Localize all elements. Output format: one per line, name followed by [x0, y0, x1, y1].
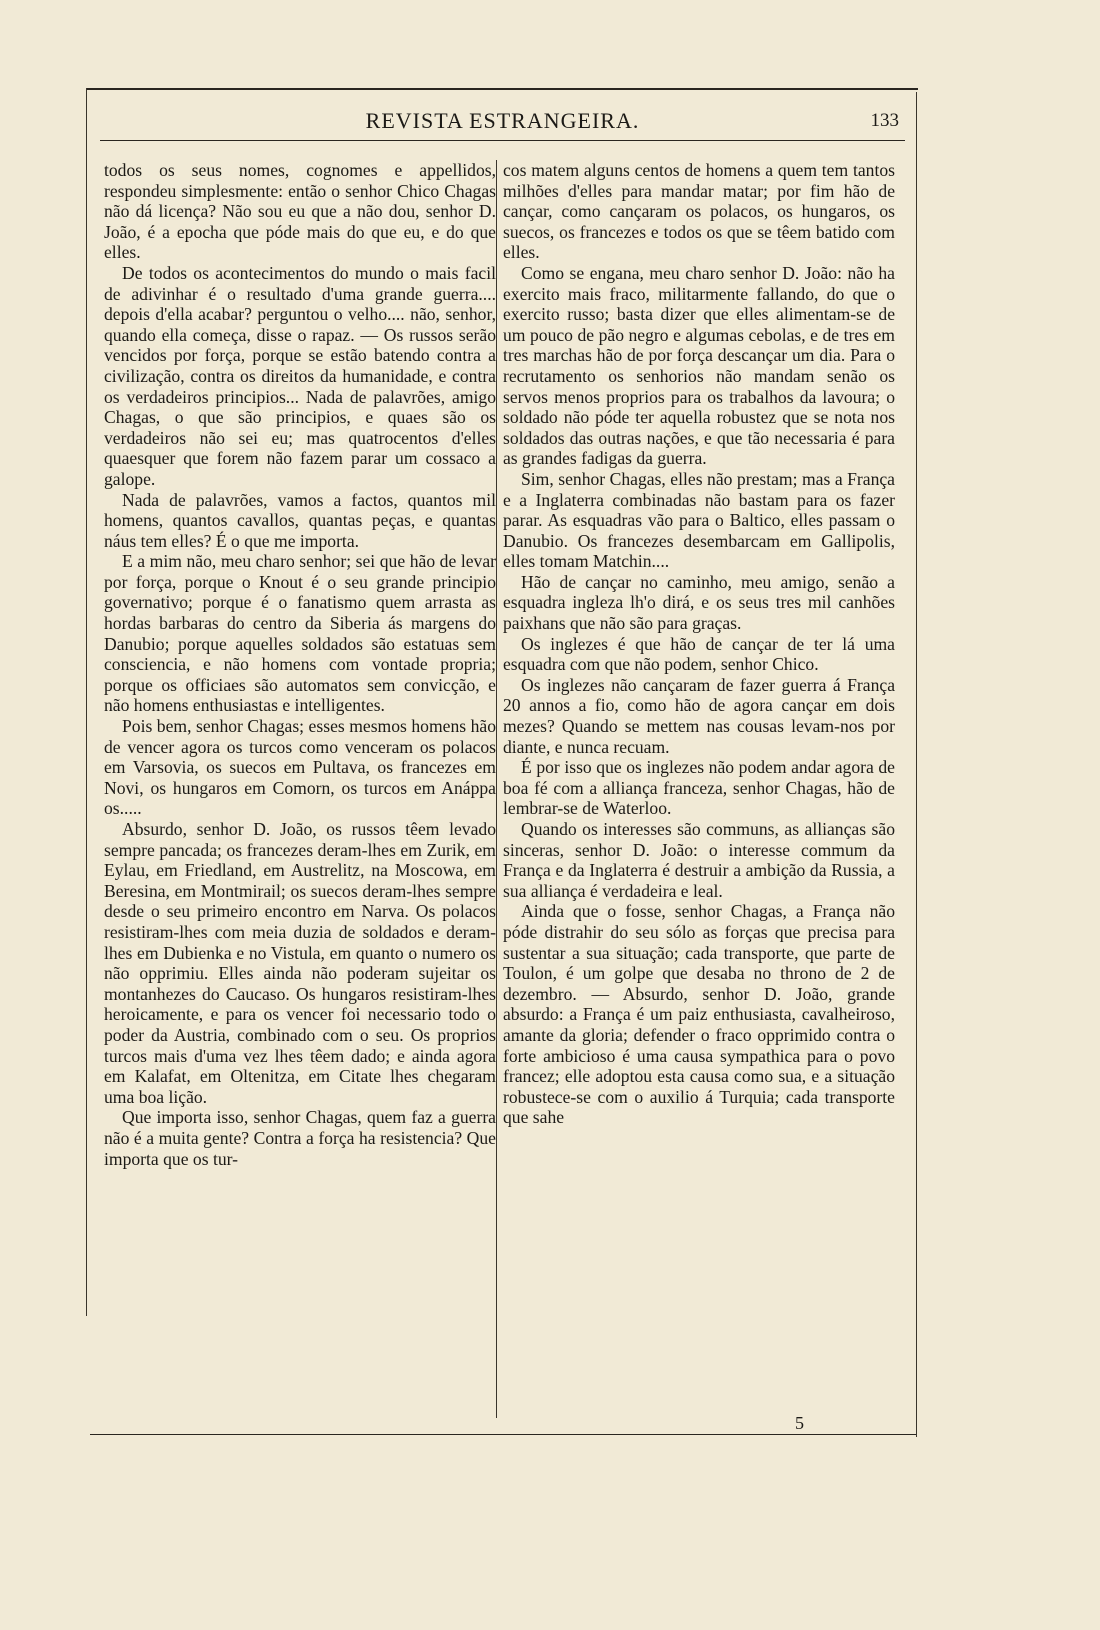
paragraph: De todos os acontecimentos do mundo o mais facil de adivinhar é o resultado d'uma grande guerra.... depois d'ella acabar? perguntou o velho.... não, senhor, quando ella começa, disse o rapaz. — Os russos serão vencidos por força, porque se estão batendo contra a civilização, contra os direitos da humanidade, e contra os verdadeiros principios... Nada de palavrões, amigo Chagas, o que são principios, e quaes são os verdadeiros não sei eu; mas quatrocentos d'elles quaesquer que forem não fazem parar um cossaco a galope.: [104, 262, 496, 489]
paragraph: cos matem alguns centos de homens a quem tem tantos milhões d'elles para mandar matar; por fim hão de cançar, como cançaram os polacos, os hungaros, os suecos, os francezes e todos os que se têem batido com elles.: [503, 160, 895, 263]
page-border-left: [86, 88, 87, 1316]
paragraph: Absurdo, senhor D. João, os russos têem levado sempre pancada; os francezes deram-lhes em Zurik, em Eylau, em Friedland, em Austrelitz, na Moscowa, em Beresina, em Montmirail; os suecos deram-lhes sempre desde o seu primeiro encontro em Narva. Os polacos resistiram-lhes com meia duzia de soldados e deram-lhes em Dubienka e no Vistula, em quanto o numero os não opprimiu. Elles ainda não poderam sujeitar os montanhezes do Caucaso. Os hungaros resistiram-lhes heroicamente, e para os vencer foi necessario todo o poder da Austria, combinado com o seu. Os proprios turcos mais d'uma vez lhes têem dado; e ainda agora em Kalafat, em Oltenitza, em Citate lhes chegaram uma boa lição.: [104, 819, 496, 1107]
paragraph: Hão de cançar no caminho, meu amigo, senão a esquadra ingleza lh'o dirá, e os seus tres mil canhões paixhans que não são para graças.: [503, 571, 895, 634]
page-border-right: [916, 92, 917, 1437]
left-column: [104, 160, 496, 1169]
page-header: [100, 108, 905, 134]
page-number: 133: [870, 110, 899, 131]
header-rule: [100, 140, 905, 141]
paragraph: Pois bem, senhor Chagas; esses mesmos homens hão de vencer agora os turcos como venceram os polacos em Varsovia, os suecos em Pultava, os francezes em Novi, os hungaros em Comorn, os turcos em Anáppa os.....: [104, 716, 496, 819]
paragraph: Ainda que o fosse, senhor Chagas, a França não póde distrahir do seu sólo as forças que precisa para sustentar a sua situação; cada transporte, que parte de Toulon, é um golpe que desaba no throno de 2 de dezembro. — Absurdo, senhor D. João, grande absurdo: a França é um paiz enthusiasta, cavalheiroso, amante da gloria; defender o fraco opprimido contra o forte ambicioso é uma causa sympathica para o povo francez; elle adoptou esta causa como sua, e a situação robustece-se com o auxilio á Turquia; cada transporte que sahe: [503, 901, 895, 1128]
paragraph: Como se engana, meu charo senhor D. João: não ha exercito mais fraco, militarmente fallando, do que o exercito russo; basta dizer que elles alimentam-se de um pouco de pão negro e algumas cebolas, e de tres em tres marchas hão de por força descançar um dia. Para o recrutamento os senhorios não mandam senão os servos menos proprios para os trabalhos da lavoura; o soldado não póde ter aquella robustez que se nota nos soldados das outras nações, e que tão necessaria é para as grandes fadigas da guerra.: [503, 262, 895, 469]
paragraph: Os inglezes não cançaram de fazer guerra á França 20 annos a fio, como hão de agora cançar em dois mezes? Quando se mettem nas cousas levam-nos por diante, e nunca recuam.: [503, 674, 895, 757]
paragraph: E a mim não, meu charo senhor; sei que hão de levar por força, porque o Knout é o seu grande principio governativo; porque é o fanatismo quem arrasta as hordas barbaras do centro da Siberia ás margens do Danubio; porque aquelles soldados são estatuas sem consciencia, e não homens com vontade propria; porque os officiaes são automatos sem convicção, e não homens enthusiastas e intelligentes.: [104, 551, 496, 716]
right-column: [503, 160, 895, 1128]
paragraph: Nada de palavrões, vamos a factos, quantos mil homens, quantos cavallos, quantas peças, e quantas náus tem elles? É o que me importa.: [104, 489, 496, 551]
paragraph: Quando os interesses são communs, as allianças são sinceras, senhor D. João: o interesse commum da França e da Inglaterra é destruir a ambição da Russia, a sua alliança é verdadeira e leal.: [503, 819, 895, 901]
page-border-bottom: [90, 1434, 916, 1435]
paragraph: Que importa isso, senhor Chagas, quem faz a guerra não é a muita gente? Contra a força ha resistencia? Que importa que os tur-: [104, 1107, 496, 1169]
paragraph: É por isso que os inglezes não podem andar agora de boa fé com a alliança franceza, senhor Chagas, hão de lembrar-se de Waterloo.: [503, 757, 895, 819]
paragraph: todos os seus nomes, cognomes e appellidos, respondeu simplesmente: então o senhor Chico Chagas não dá licença? Não sou eu que a não dou, senhor D. João, é a epocha que póde mais do que eu, e do que elles.: [104, 160, 496, 263]
paragraph: Os inglezes é que hão de cançar de ter lá uma esquadra com que não podem, senhor Chico.: [503, 633, 895, 675]
paragraph: Sim, senhor Chagas, elles não prestam; mas a França e a Inglaterra combinadas não bastam para os fazer parar. As esquadras vão para o Baltico, elles passam o Danubio. Os francezes desembarcam em Gallipolis, elles tomam Matchin....: [503, 468, 895, 572]
page-border-top: [86, 88, 918, 90]
signature-mark: 5: [795, 1413, 804, 1433]
column-divider: [496, 160, 497, 1418]
running-head: REVISTA ESTRANGEIRA.: [365, 108, 640, 133]
